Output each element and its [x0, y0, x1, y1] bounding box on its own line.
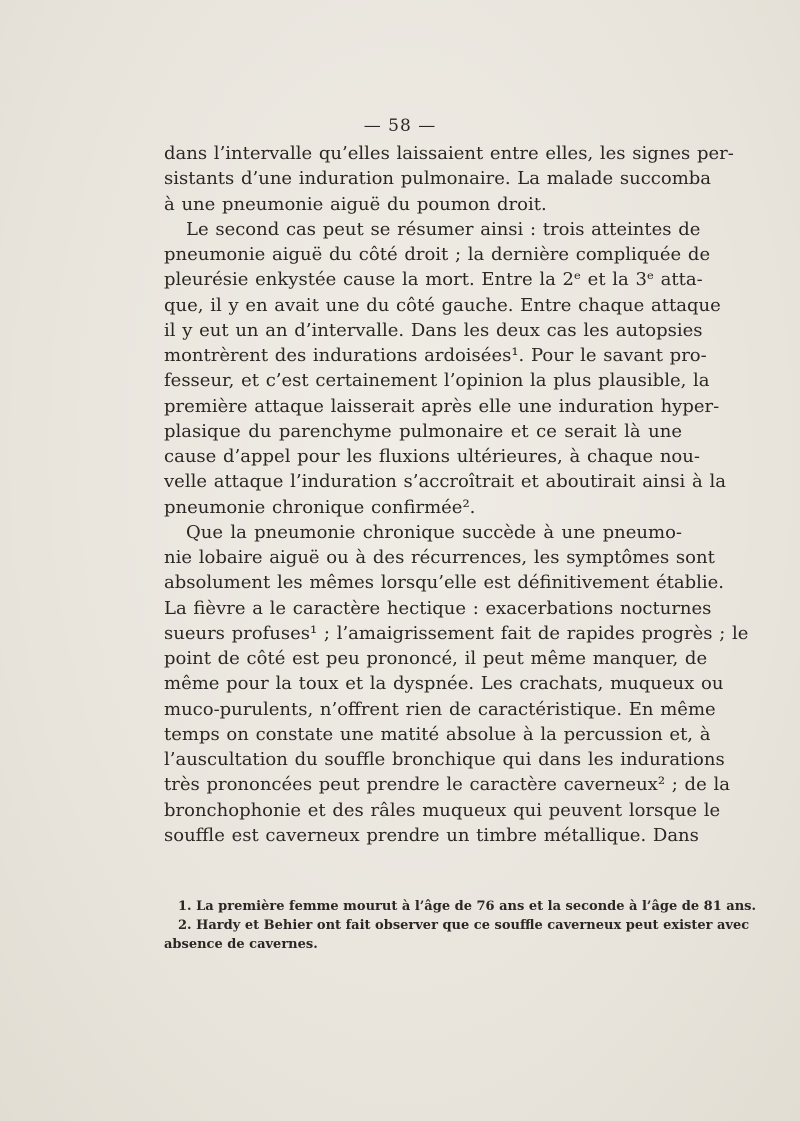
body-line: pleurésie enkystée cause la mort. Entre la 2ᵉ et la 3ᵉ atta- — [164, 269, 703, 291]
body-text — [164, 141, 749, 848]
body-line: souffle est caverneux prendre un timbre métallique. Dans — [164, 824, 699, 846]
body-line: absolument les mêmes lorsqu’elle est définitivement établie. — [164, 572, 725, 594]
body-line: que, il y en avait une du côté gauche. Entre chaque attaque — [164, 294, 721, 316]
body-line: sueurs profuses¹ ; l’amaigrissement fait de rapides progrès ; le — [164, 622, 749, 644]
body-line: nie lobaire aiguë ou à des récurrences, les symptômes sont — [164, 547, 715, 568]
body-line: fesseur, et c’est certainement l’opinion la plus plausible, la — [164, 370, 710, 392]
body-line: dans l’intervalle qu’elles laissaient entre elles, les signes per- — [164, 143, 734, 164]
body-line: velle attaque l’induration s’accroîtrait et aboutirait ainsi à la — [164, 471, 726, 493]
body-line: montrèrent des indurations ardoisées¹. Pour le savant pro- — [164, 345, 707, 366]
body-line: pneumonie chronique confirmée². — [164, 496, 476, 518]
body-line: Le second cas peut se résumer ainsi : trois atteintes de — [186, 218, 701, 240]
footnote-2-continued: absence de cavernes. — [164, 937, 318, 952]
body-line: plasique du parenchyme pulmonaire et ce serait là une — [164, 420, 682, 442]
page-number: — 58 — — [363, 116, 437, 136]
footnote-1: 1. La première femme mourut à l’âge de 76 ans et la seconde à l’âge de 81 ans. — [178, 899, 756, 914]
body-line: sistants d’une induration pulmonaire. La malade succomba — [164, 168, 712, 190]
body-line: très prononcées peut prendre le caractère caverneux² ; de la — [164, 774, 730, 796]
body-line: point de côté est peu prononcé, il peut même manquer, de — [164, 648, 708, 669]
body-line: Que la pneumonie chronique succède à une pneumo- — [186, 521, 682, 543]
body-line: première attaque laisserait après elle une induration hyper- — [164, 395, 720, 417]
body-line: pneumonie aiguë du côté droit ; la dernière compliquée de — [164, 244, 711, 265]
body-line: La fièvre a le caractère hectique : exacerbations nocturnes — [164, 597, 712, 619]
body-line: il y eut un an d’intervalle. Dans les deux cas les autopsies — [164, 319, 703, 341]
body-line: même pour la toux et la dyspnée. Les crachats, muqueux ou — [164, 673, 724, 695]
body-line: à une pneumonie aiguë du poumon droit. — [164, 193, 547, 215]
body-line: bronchophonie et des râles muqueux qui peuvent lorsque le — [164, 799, 721, 821]
footnote-2: 2. Hardy et Behier ont fait observer que ce souffle caverneux peut exister avec — [178, 918, 750, 933]
body-line: temps on constate une matité absolue à la percussion et, à — [164, 723, 711, 745]
body-line: cause d’appel pour les fluxions ultérieures, à chaque nou- — [164, 446, 700, 467]
body-line: l’auscultation du souffle bronchique qui dans les indurations — [164, 749, 725, 770]
footnotes — [164, 897, 756, 954]
body-line: muco-purulents, n’offrent rien de caractéristique. En même — [164, 698, 716, 720]
